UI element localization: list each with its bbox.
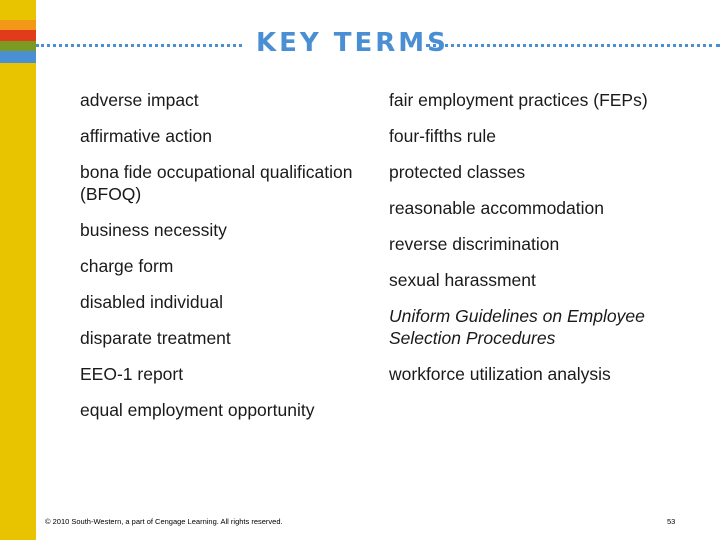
term-item: charge form xyxy=(80,256,174,276)
term-item: disabled individual xyxy=(80,292,224,312)
sidebar-segment-yellow xyxy=(0,0,36,20)
term-item: equal employment opportunity xyxy=(80,400,315,420)
sidebar-segment-blue xyxy=(0,51,36,63)
sidebar-segment-yellow-main xyxy=(0,63,36,540)
terms-list-left xyxy=(80,89,370,435)
header-banner xyxy=(36,0,720,85)
copyright-notice: © 2010 South-Western, a part of Cengage Learning. All rights reserved. xyxy=(45,517,283,526)
page-title: KEY TERMS xyxy=(256,28,449,58)
dotted-divider-right xyxy=(426,44,720,47)
term-item: business necessity xyxy=(80,220,227,240)
term-item: reasonable accommodation xyxy=(389,198,604,218)
term-item: fair employment practices (FEPs) xyxy=(389,90,648,110)
term-item: workforce utilization analysis xyxy=(389,364,611,384)
term-item: sexual harassment xyxy=(389,270,536,290)
color-sidebar xyxy=(0,0,36,540)
term-item: Uniform Guidelines on Employee Selection Procedures xyxy=(389,306,645,348)
term-item: adverse impact xyxy=(80,90,199,110)
term-item: bona fide occupational qualification (BFOQ) xyxy=(80,162,353,204)
term-item: protected classes xyxy=(389,162,526,182)
dotted-divider-left xyxy=(36,44,242,47)
term-item: four-fifths rule xyxy=(389,126,496,146)
term-item: disparate treatment xyxy=(80,328,231,348)
sidebar-segment-red xyxy=(0,30,36,41)
sidebar-segment-green xyxy=(0,41,36,51)
term-item: reverse discrimination xyxy=(389,234,560,254)
term-item: affirmative action xyxy=(80,126,212,146)
terms-list-right xyxy=(389,89,699,399)
page-number: 53 xyxy=(667,517,676,526)
term-item: EEO-1 report xyxy=(80,364,184,384)
sidebar-segment-orange xyxy=(0,20,36,30)
